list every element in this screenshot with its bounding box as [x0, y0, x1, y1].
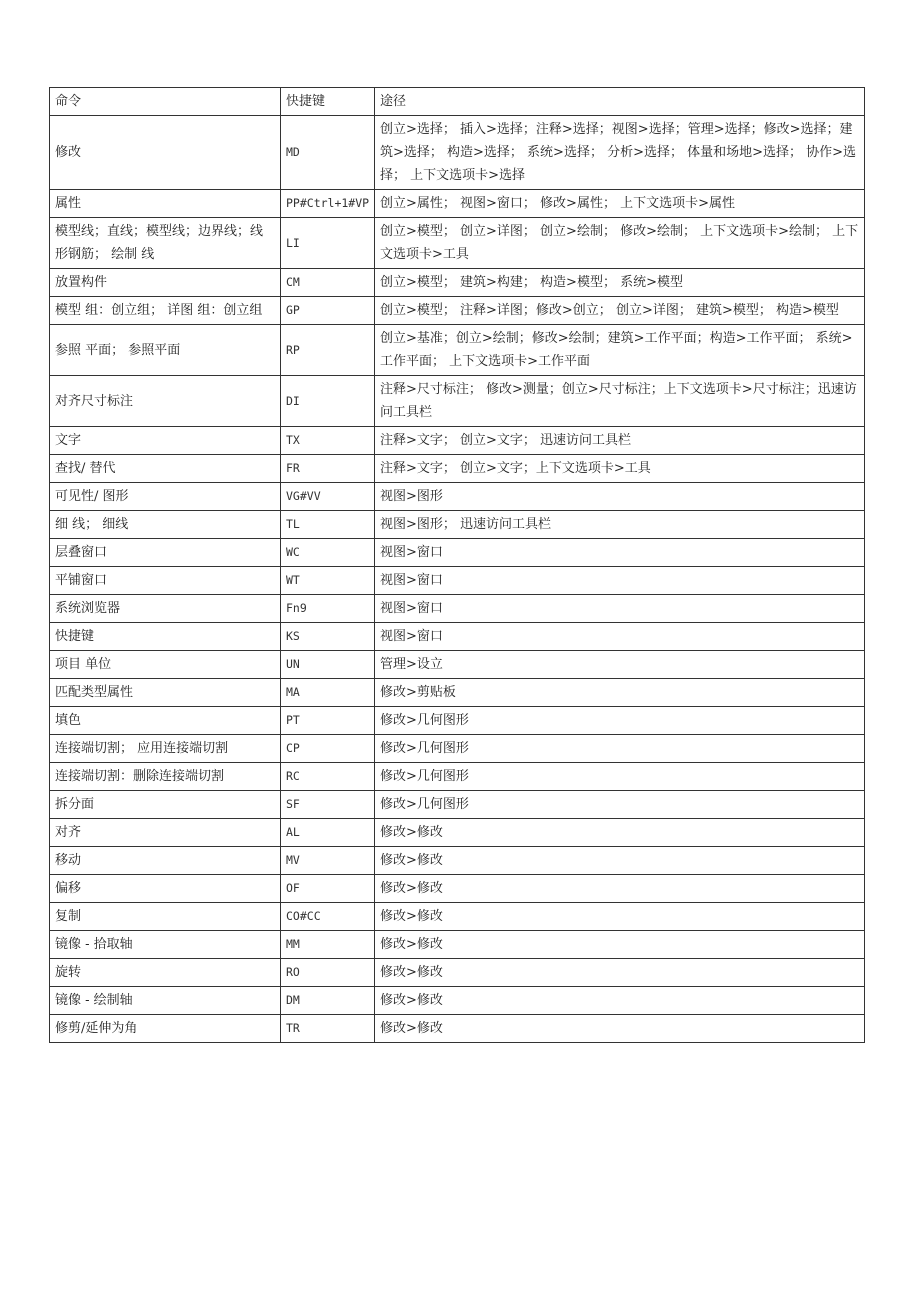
row-path: 视图>图形； 迅速访问工具栏	[375, 511, 865, 539]
table-row	[50, 735, 865, 763]
row-shortcut: TR	[281, 1015, 375, 1043]
row-shortcut: WT	[281, 567, 375, 595]
table-row	[50, 325, 865, 376]
table-row	[50, 455, 865, 483]
row-command: 移动	[50, 847, 281, 875]
row-shortcut: MA	[281, 679, 375, 707]
row-shortcut: PT	[281, 707, 375, 735]
table-row	[50, 567, 865, 595]
row-command: 对齐	[50, 819, 281, 847]
row-shortcut: SF	[281, 791, 375, 819]
row-command: 连接端切割； 应用连接端切割	[50, 735, 281, 763]
row-path: 创立>基准；创立>绘制；修改>绘制；建筑>工作平面；构造>工作平面； 系统>工作平面； 上下文选项卡>工作平面	[375, 325, 865, 376]
header-shortcut: 快捷键	[281, 88, 375, 116]
row-path: 修改>修改	[375, 875, 865, 903]
table-row	[50, 539, 865, 567]
table-row	[50, 819, 865, 847]
row-command: 模型线；直线；模型线；边界线；线形钢筋； 绘制 线	[50, 218, 281, 269]
row-command: 对齐尺寸标注	[50, 376, 281, 427]
row-path: 视图>窗口	[375, 595, 865, 623]
row-command: 连接端切割：删除连接端切割	[50, 763, 281, 791]
row-path: 管理>设立	[375, 651, 865, 679]
row-command: 细 线； 细线	[50, 511, 281, 539]
row-shortcut: TX	[281, 427, 375, 455]
row-path: 修改>几何图形	[375, 735, 865, 763]
table-row	[50, 959, 865, 987]
row-path: 创立>选择； 插入>选择；注释>选择；视图>选择；管理>选择；修改>选择；建筑>选择； 构造>选择； 系统>选择； 分析>选择； 体量和场地>选择； 协作>选择； 上下文选项卡>选择	[375, 116, 865, 190]
row-command: 修剪/延伸为角	[50, 1015, 281, 1043]
row-shortcut: UN	[281, 651, 375, 679]
table-row	[50, 763, 865, 791]
row-path: 修改>修改	[375, 847, 865, 875]
row-command: 属性	[50, 190, 281, 218]
table-row	[50, 1015, 865, 1043]
row-shortcut: RP	[281, 325, 375, 376]
table-row	[50, 651, 865, 679]
row-command: 镜像 - 拾取轴	[50, 931, 281, 959]
row-command: 可见性/ 图形	[50, 483, 281, 511]
table-row	[50, 707, 865, 735]
row-command: 匹配类型属性	[50, 679, 281, 707]
row-shortcut: WC	[281, 539, 375, 567]
row-command: 平铺窗口	[50, 567, 281, 595]
row-path: 修改>修改	[375, 819, 865, 847]
row-command: 快捷键	[50, 623, 281, 651]
row-path: 修改>几何图形	[375, 763, 865, 791]
row-shortcut: PP#Ctrl+1#VP	[281, 190, 375, 218]
table-row	[50, 847, 865, 875]
row-path: 修改>修改	[375, 931, 865, 959]
row-shortcut: CO#CC	[281, 903, 375, 931]
row-path: 创立>模型； 注释>详图；修改>创立； 创立>详图； 建筑>模型； 构造>模型	[375, 297, 865, 325]
row-shortcut: GP	[281, 297, 375, 325]
row-path: 注释>文字； 创立>文字； 迅速访问工具栏	[375, 427, 865, 455]
table-row	[50, 875, 865, 903]
row-command: 模型 组：创立组； 详图 组：创立组	[50, 297, 281, 325]
header-command: 命令	[50, 88, 281, 116]
row-path: 修改>剪贴板	[375, 679, 865, 707]
row-command: 文字	[50, 427, 281, 455]
row-path: 修改>几何图形	[375, 707, 865, 735]
row-path: 创立>模型； 建筑>构建； 构造>模型； 系统>模型	[375, 269, 865, 297]
row-shortcut: LI	[281, 218, 375, 269]
table-row	[50, 511, 865, 539]
row-shortcut: MM	[281, 931, 375, 959]
table-row	[50, 297, 865, 325]
row-path: 视图>图形	[375, 483, 865, 511]
row-command: 项目 单位	[50, 651, 281, 679]
header-path: 途径	[375, 88, 865, 116]
table-row	[50, 791, 865, 819]
table-row	[50, 903, 865, 931]
row-path: 修改>几何图形	[375, 791, 865, 819]
row-shortcut: TL	[281, 511, 375, 539]
shortcut-table	[49, 87, 865, 1043]
row-path: 视图>窗口	[375, 567, 865, 595]
row-command: 查找/ 替代	[50, 455, 281, 483]
table-row	[50, 595, 865, 623]
row-shortcut: RO	[281, 959, 375, 987]
row-shortcut: CM	[281, 269, 375, 297]
table-row	[50, 218, 865, 269]
table-row	[50, 987, 865, 1015]
row-command: 拆分面	[50, 791, 281, 819]
row-command: 复制	[50, 903, 281, 931]
row-path: 修改>修改	[375, 903, 865, 931]
row-command: 系统浏览器	[50, 595, 281, 623]
row-command: 放置构件	[50, 269, 281, 297]
row-shortcut: MD	[281, 116, 375, 190]
row-command: 修改	[50, 116, 281, 190]
row-shortcut: FR	[281, 455, 375, 483]
row-shortcut: AL	[281, 819, 375, 847]
table-row	[50, 679, 865, 707]
table-row	[50, 427, 865, 455]
row-path: 创立>属性； 视图>窗口； 修改>属性； 上下文选项卡>属性	[375, 190, 865, 218]
row-path: 注释>文字； 创立>文字；上下文选项卡>工具	[375, 455, 865, 483]
row-shortcut: OF	[281, 875, 375, 903]
row-command: 旋转	[50, 959, 281, 987]
row-command: 镜像 - 绘制轴	[50, 987, 281, 1015]
row-shortcut: CP	[281, 735, 375, 763]
table-body	[50, 88, 865, 1043]
row-shortcut: DI	[281, 376, 375, 427]
table-row	[50, 269, 865, 297]
row-shortcut: KS	[281, 623, 375, 651]
table-row	[50, 190, 865, 218]
row-command: 层叠窗口	[50, 539, 281, 567]
row-command: 偏移	[50, 875, 281, 903]
row-path: 修改>修改	[375, 959, 865, 987]
row-path: 注释>尺寸标注； 修改>测量；创立>尺寸标注；上下文选项卡>尺寸标注；迅速访问工具栏	[375, 376, 865, 427]
table-row	[50, 931, 865, 959]
row-command: 参照 平面； 参照平面	[50, 325, 281, 376]
row-shortcut: MV	[281, 847, 375, 875]
table-header-row	[50, 88, 865, 116]
row-path: 视图>窗口	[375, 623, 865, 651]
row-path: 修改>修改	[375, 1015, 865, 1043]
row-command: 填色	[50, 707, 281, 735]
row-path: 修改>修改	[375, 987, 865, 1015]
table-row	[50, 116, 865, 190]
row-shortcut: Fn9	[281, 595, 375, 623]
row-shortcut: RC	[281, 763, 375, 791]
row-path: 创立>模型； 创立>详图； 创立>绘制； 修改>绘制； 上下文选项卡>绘制； 上下文选项卡>工具	[375, 218, 865, 269]
table-row	[50, 483, 865, 511]
row-path: 视图>窗口	[375, 539, 865, 567]
row-shortcut: VG#VV	[281, 483, 375, 511]
table-row	[50, 376, 865, 427]
row-shortcut: DM	[281, 987, 375, 1015]
table-row	[50, 623, 865, 651]
